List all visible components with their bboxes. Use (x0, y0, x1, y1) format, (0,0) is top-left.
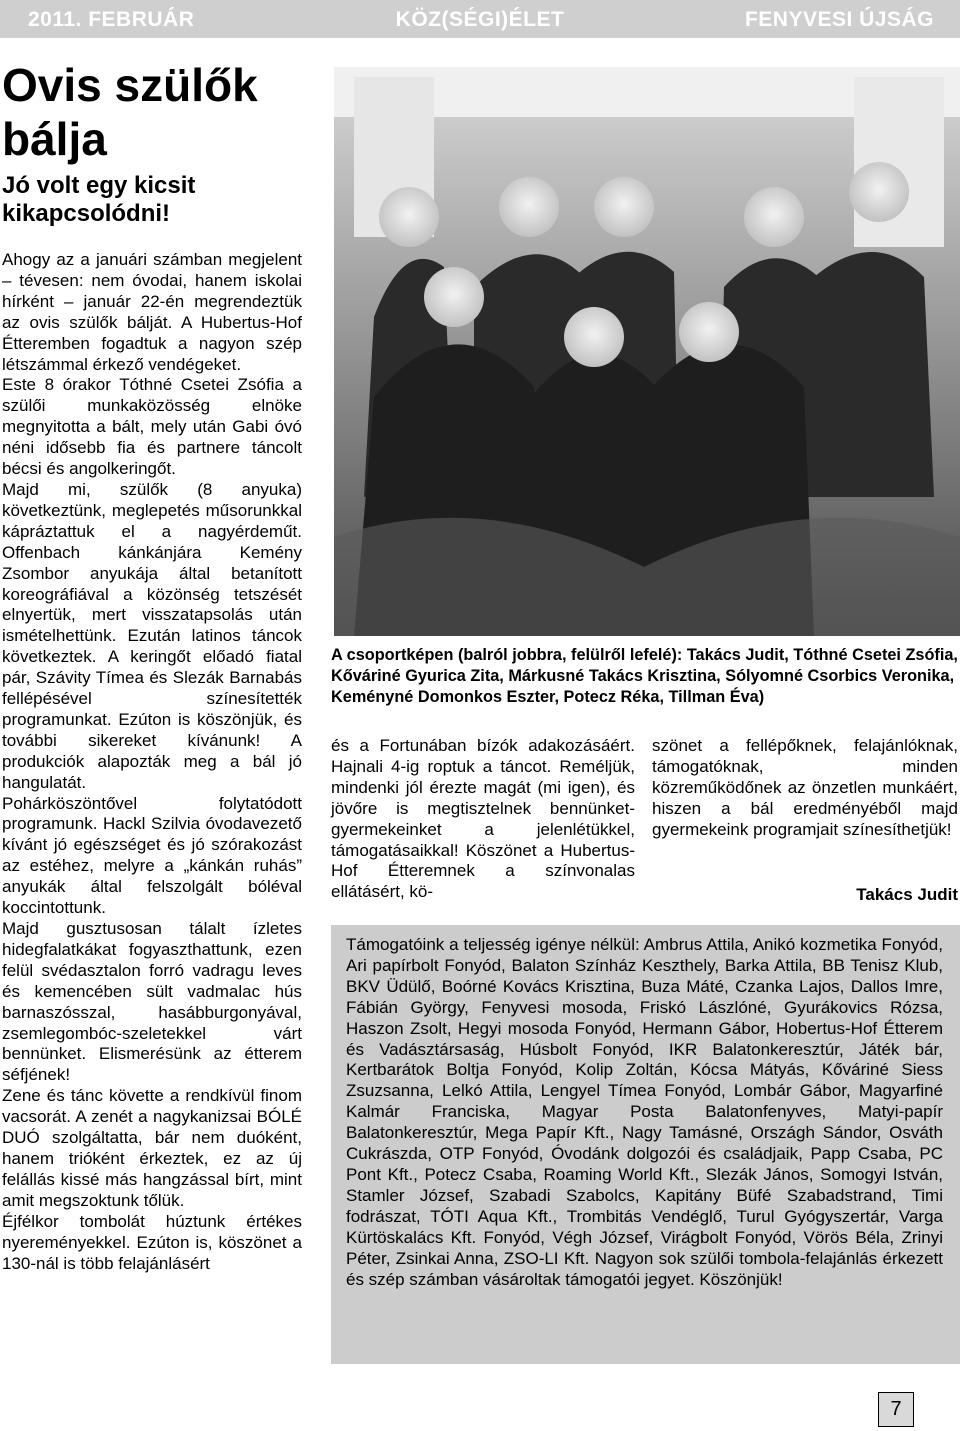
article-left-column (2, 250, 302, 1274)
paragraph: Ahogy az a januári számban megjelent – tévesen: nem óvodai, hanem iskolai hírként – január 22-én megrendeztük az ovis szülők bálját. A Hubertus-Hof Étteremben fogadtuk a nagyon szép létszámmal érkező vendégeket. (2, 250, 302, 374)
header-section: KÖZ(SÉGI)ÉLET (395, 8, 565, 31)
paragraph: Majd gusztusosan tálalt ízletes hidegfalatkákat fogyaszthattunk, ezen felül svédasztalon forró vadragu leves és kemencében sült vadmalac hús barnaszósszal, hasábburgonyával, zsemlegombóc-szeletekkel várt bennünket. Elismerésünk az étterem séfjének! (2, 919, 302, 1085)
header-date: 2011. FEBRUÁR (28, 8, 195, 31)
paragraph: Este 8 órakor Tóthné Csetei Zsófia a szülői munkaközösség elnöke megnyitotta a bált, mely után Gabi óvó néni idősebb fia és partnere táncolt bécsi és angolkeringőt. (2, 375, 302, 479)
sponsors-text: Támogatóink a teljesség igénye nélkül: Ambrus Attila, Anikó kozmetika Fonyód, Ari papírbolt Fonyód, Balaton Színház Keszthely, Barka Attila, BB Tenisz Klub, BKV Üdülő, Boórné Kovács Krisztina, Buza Máté, Czanka Lajos, Dallos Imre, Fábián György, Fenyvesi mosoda, Friskó Lászlóné, Gyurákovics Rózsa, Haszon Zsolt, Hegyi mosoda Fonyód, Hermann Gábor, Hobertus-Hof Étterem és Vadásztársaság, Húsbolt Fonyód, IKR Balatonkeresztúr, Játék bár, Kertbarátok Boltja Fonyód, Kolip Zoltán, Kócsa Mátyás, Kőváriné Siess Zsuzsanna, Lelkó Attila, Lengyel Tímea Fonyód, Lombár Gábor, Magyarfiné Kalmár Franciska, Magyar Posta Balatonfenyves, Matyi-papír Balatonkeresztúr, Mega Papír Kft., Nagy Tamásné, Országh Sándor, Osváth Cukrászda, OTP Fonyód, Óvodánk dolgozói és családjaik, Papp Csaba, PC Pont Kft., Potecz Csaba, Roaming World Kft., Slezák János, Somogyi István, Stamler József, Szabadi Szabolcs, Kapitány Büfé Szabadstrand, Timi fodrászat, TÓTI Aqua Kft., Trombitás Vendéglő, Turul Gyógyszertár, Varga Kürtöskalács Kft. Fonyód, Végh József, Virágbolt Fonyód, Vörös Béla, Zrinyi Péter, Zsinkai Anna, ZSO-LI Kft. Nagyon sok szülői tombola-felajánlás érkezett és szép számban vásároltak támogatói jegyet. Köszönjük! (346, 935, 943, 1289)
author-signature: Takács Judit (856, 885, 958, 904)
page-number: 7 (878, 1392, 914, 1427)
paragraph: Zene és tánc követte a rendkívül finom vacsorát. A zenét a nagykanizsai BÓLÉ DUÓ szolgáltatta, bár nem duóként, hanem trióként érkeztek, ez az új felállás kissé más hangzással bírt, mint amit megszoktunk tőlük. (2, 1086, 302, 1210)
paragraph: Pohárköszöntővel folytatódott programunk. Hackl Szilvia óvodavezető kívánt jó egészséget és jó szórakozást az estéhez, melyre a „kánkán ruhás” anyukák által felszolgált bóléval koccintottunk. (2, 793, 302, 918)
article-subtitle: Jó volt egy kicsit kikapcsolódni! (2, 172, 196, 227)
article-right-column: szönet a fellépőknek, felajánlóknak, támogatóknak, minden közreműködőnek az önzetlen munkáért, hiszen a bál eredményéből majd gyermekeink programjait színesíthetjük! (652, 736, 958, 839)
paragraph: Majd mi, szülők (8 anyuka) következtünk, meglepetés műsorunkkal kápráztattuk el a nagyérdeműt. Offenbach kánkánjára Kemény Zsombor anyukája által betanított koreográfiával a közönség tetszését elnyertük, mert visszatapsolás után ismételhettünk. Ezután latinos táncok következtek. A keringőt előadó fiatal pár, Szávity Tímea és Slezák Barnabás fellépésével színesítették programunkat. Ezúton is köszönjük, és további sikereket kívánunk! A produkciók alapozták meg a bál jó hangulatát. (2, 479, 302, 792)
group-photo-image (334, 67, 960, 636)
header-paper-name: FENYVESI ÚJSÁG (744, 8, 934, 31)
photo-caption: A csoportképen (balról jobbra, felülről lefelé): Takács Judit, Tóthné Csetei Zsófia, Kőváriné Gyurica Zita, Márkusné Takács Krisztina, Sólyomné Csorbics Veronika, Keményné Domonkos Eszter, Potecz Réka, Tillman Éva) (331, 646, 958, 706)
group-photo (334, 67, 960, 636)
article-title: Ovis szülők bálja (2, 59, 258, 165)
page-header (0, 0, 960, 38)
sponsors-box (331, 925, 960, 1364)
article-middle-column: és a Fortunában bízók adakozásáért. Hajnali 4-ig roptuk a táncot. Reméljük, mindenki jól érezte magát (mi igen), és jövőre is megtisztelnek bennünket-gyermekeinket a jelenlétükkel, támogatásaikkal! Köszönet a Hubertus-Hof Étteremnek a színvonalas ellátásért, kö- (331, 736, 635, 902)
paragraph: Éjfélkor tombolát húztunk értékes nyereményekkel. Ezúton is, köszönet a 130-nál is több felajánlásért (2, 1211, 302, 1273)
